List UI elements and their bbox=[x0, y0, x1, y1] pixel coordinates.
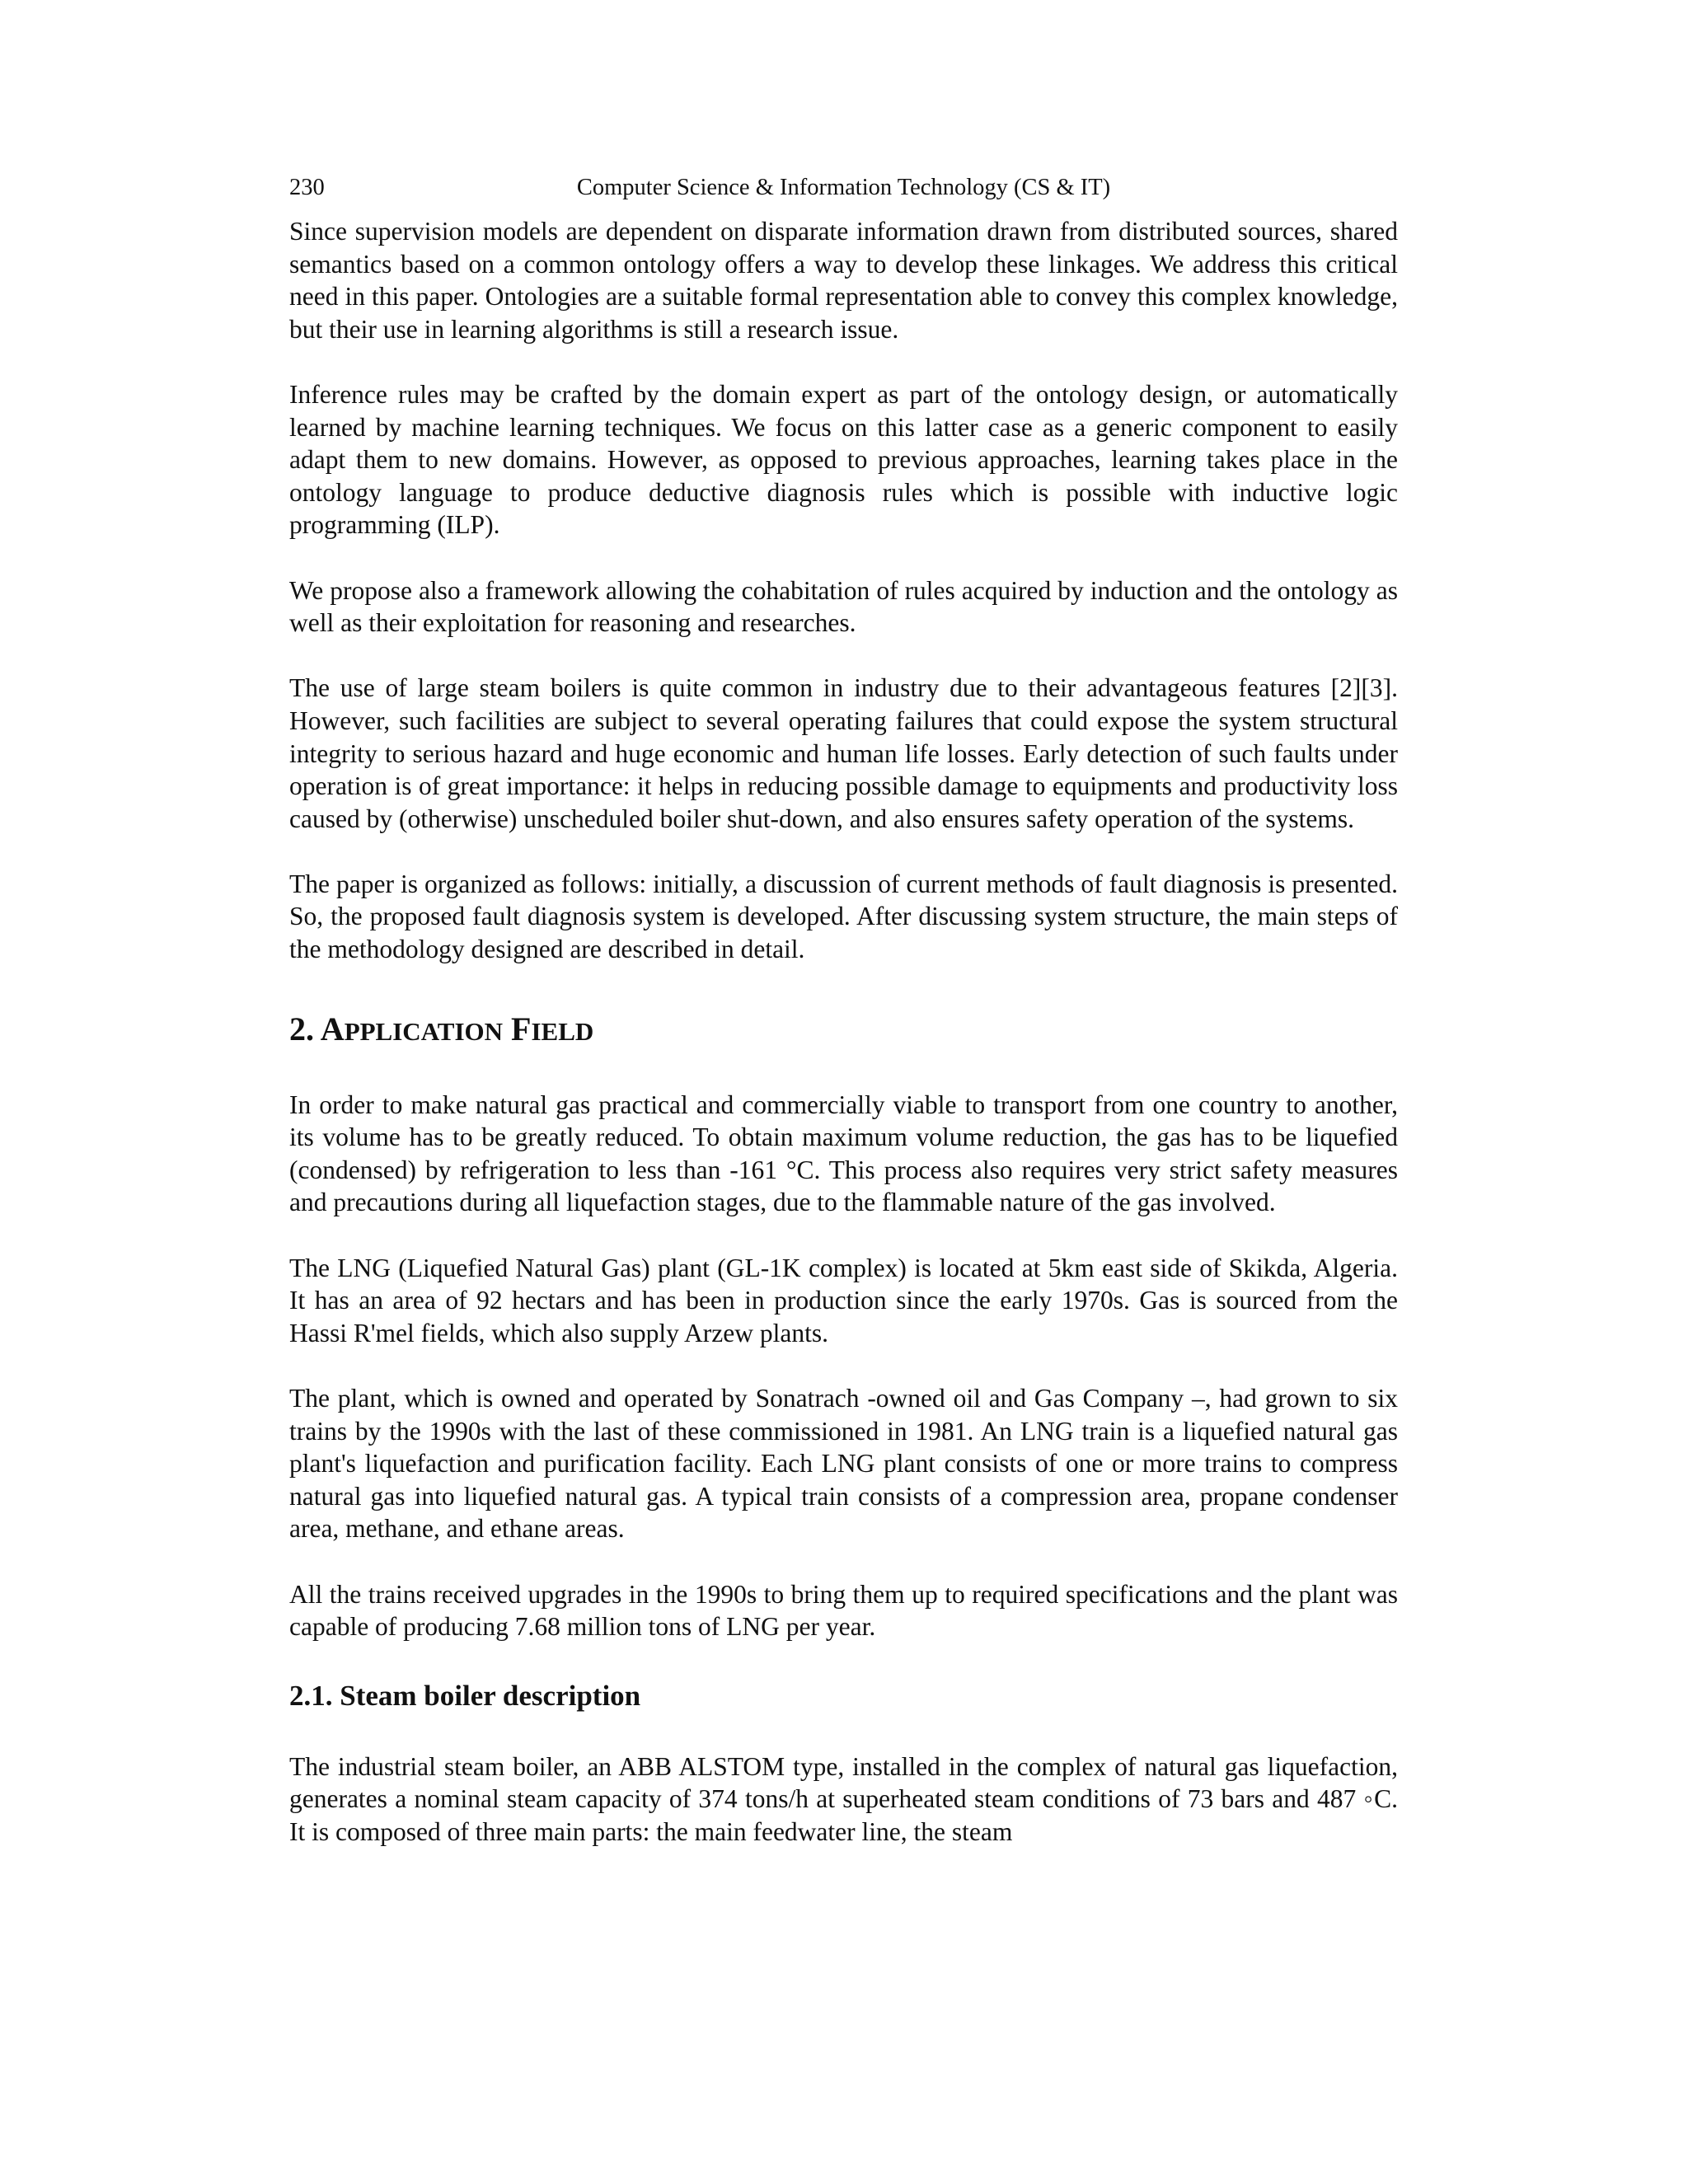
page-number: 230 bbox=[289, 175, 325, 200]
paragraph-plant-trains: The plant, which is owned and operated by Sonatrach -owned oil and Gas Company –, had grown to six trains by the 1990s with the last of these commissioned in 1981. An LNG train is a liquefied natural gas plant's liquefaction and purification facility. Each LNG plant consists of one or more trains to compress natural gas into liquefied natural gas. A typical train consists of a compression area, propane condenser area, methane, and ethane areas. bbox=[289, 1384, 1398, 1544]
paragraph-upgrades: All the trains received upgrades in the 1990s to bring them up to required specifications and the plant was capable of producing 7.68 million tons of LNG per year. bbox=[289, 1579, 1398, 1642]
paragraph-steam-boilers: The use of large steam boilers is quite common in industry due to their advantageous features [2][3]. However, such facilities are subject to several operating failures that could expose the system structural integrity to serious hazard and huge economic and human life losses. Early detection of such faults under operation is of great importance: it helps in reducing possible damage to equipments and productivity loss caused by (otherwise) unscheduled boiler shut-down, and also ensures safety operation of the systems. bbox=[289, 673, 1398, 833]
subsection-heading-steam-boiler: 2.1. Steam boiler description bbox=[289, 1679, 641, 1712]
section-title-initial-f: F bbox=[511, 1010, 532, 1047]
paragraph-lng-plant: The LNG (Liquefied Natural Gas) plant (GL-1K complex) is located at 5km east side of Skikda, Algeria. It has an area of 92 hectars and has been in production since the early 1970s. Gas is sourced from the Hassi R'mel fields, which also supply Arzew plants. bbox=[289, 1253, 1398, 1347]
running-header bbox=[289, 169, 1398, 207]
page bbox=[289, 169, 1398, 1849]
paragraph-inference-rules: Inference rules may be crafted by the domain expert as part of the ontology design, or automatically learned by machine learning techniques. We focus on this latter case as a generic component to easily adapt them to new domains. However, as opposed to previous approaches, learning takes place in the ontology language to produce deductive diagnosis rules which is possible with inductive logic programming (ILP). bbox=[289, 379, 1398, 540]
section-title-rest-f: IELD bbox=[531, 1016, 594, 1046]
journal-title: Computer Science & Information Technology (CS & IT) bbox=[576, 175, 1111, 200]
paragraph-organization: The paper is organized as follows: initially, a discussion of current methods of fault diagnosis is presented. So, the proposed fault diagnosis system is developed. After discussing system structure, the main steps of the methodology designed are described in detail. bbox=[289, 869, 1398, 964]
paragraph-supervision-models: Since supervision models are dependent on disparate information drawn from distributed sources, shared semantics based on a common ontology offers a way to develop these linkages. We address this critical need in this paper. Ontologies are a suitable formal representation able to convey this complex knowledge, but their use in learning algorithms is still a research issue. bbox=[289, 217, 1398, 344]
paragraph-boiler-description: The industrial steam boiler, an ABB ALSTOM type, installed in the complex of natural gas liquefaction, generates a nominal steam capacity of 374 tons/h at superheated steam conditions of 73 bars and 487 ◦C. It is composed of three main parts: the main feedwater line, the steam bbox=[289, 1751, 1398, 1846]
section-title-rest-a: PPLICATION bbox=[344, 1016, 504, 1046]
section-title-initial-a: A bbox=[320, 1010, 345, 1047]
section-number: 2. bbox=[289, 1010, 314, 1047]
paragraph-framework: We propose also a framework allowing the cohabitation of rules acquired by induction and the ontology as well as their exploitation for reasoning and researches. bbox=[289, 575, 1398, 638]
section-heading-application-field bbox=[289, 1009, 1398, 1052]
paragraph-natural-gas: In order to make natural gas practical and commercially viable to transport from one country to another, its volume has to be greatly reduced. To obtain maximum volume reduction, the gas has to be liquefied (condensed) by refrigeration to less than -161 °C. This process also requires very strict safety measures and precautions during all liquefaction stages, due to the flammable nature of the gas involved. bbox=[289, 1090, 1398, 1217]
